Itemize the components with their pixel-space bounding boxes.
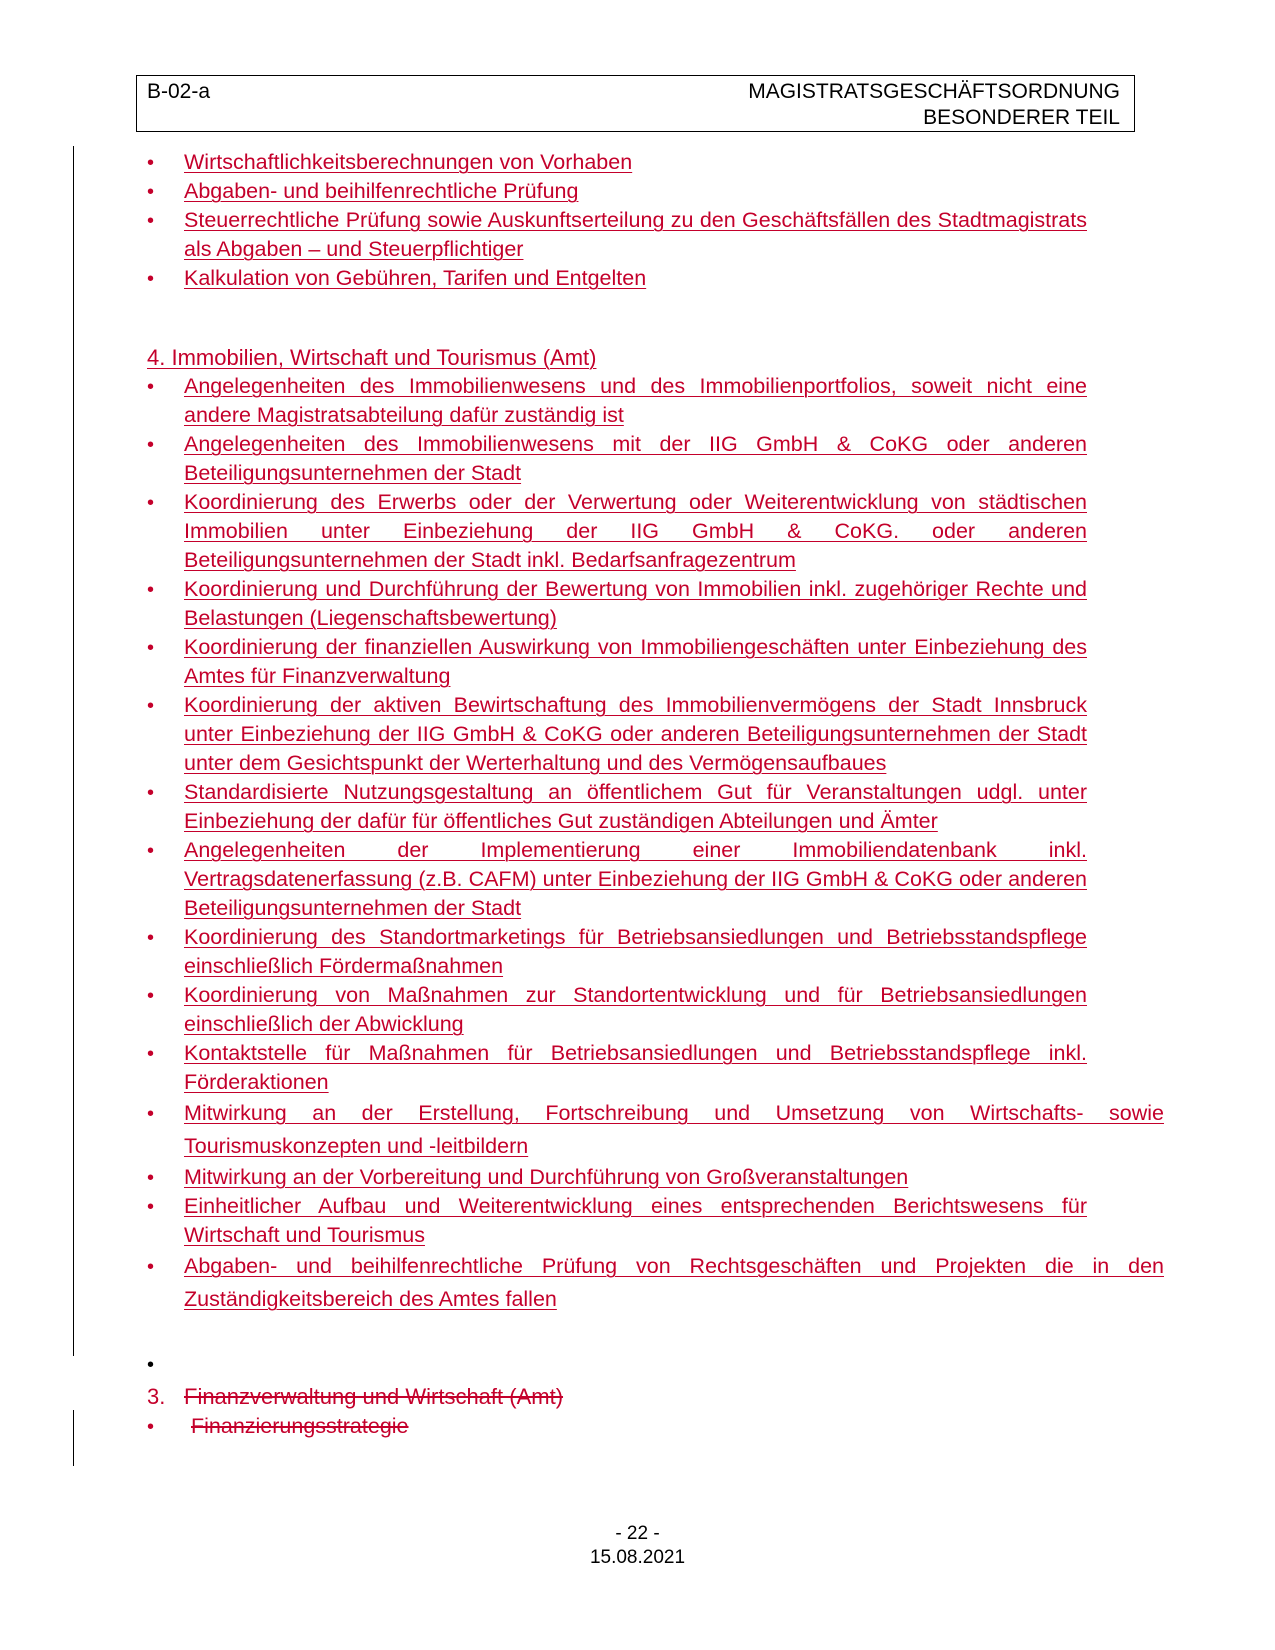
list-item-text: Angelegenheiten des Immobilienwesens mit der IIG GmbH & CoKG oder anderen Beteiligungsunternehmen der Stadt bbox=[184, 432, 1087, 485]
bullet-icon bbox=[147, 575, 184, 605]
list-item bbox=[147, 1250, 1164, 1316]
bullet-icon bbox=[147, 836, 184, 866]
list-item bbox=[147, 923, 1087, 981]
list-item bbox=[147, 836, 1087, 923]
bullet-icon bbox=[147, 1097, 184, 1131]
list-item bbox=[147, 372, 1087, 430]
bullet-icon bbox=[147, 206, 184, 236]
list-item bbox=[147, 1163, 1087, 1192]
list-item bbox=[147, 1097, 1164, 1163]
list-item bbox=[147, 575, 1087, 633]
bullet-icon bbox=[147, 1250, 184, 1284]
list-item bbox=[147, 148, 1087, 177]
list-item bbox=[147, 177, 1087, 206]
deleted-list-item-text: Finanzierungsstrategie bbox=[191, 1414, 409, 1438]
list-item-text: Koordinierung des Standortmarketings für Betriebsansiedlungen und Betriebsstandspflege einschließlich Fördermaßnahmen bbox=[184, 925, 1087, 978]
deleted-list-item bbox=[147, 1412, 1087, 1441]
list-item-text: Kalkulation von Gebühren, Tarifen und Entgelten bbox=[184, 266, 647, 290]
bullet-icon bbox=[147, 1039, 184, 1069]
list-item-text: Kontaktstelle für Maßnahmen für Betriebsansiedlungen und Betriebsstandspflege inkl. Förderaktionen bbox=[184, 1041, 1087, 1094]
bullet-icon bbox=[147, 778, 184, 808]
deleted-section-heading bbox=[147, 1382, 1087, 1412]
bullet-icon bbox=[147, 1192, 184, 1222]
list-item bbox=[147, 691, 1087, 778]
list-item-text: Steuerrechtliche Prüfung sowie Auskunftserteilung zu den Geschäftsfällen des Stadtmagistrats als Abgaben – und Steuerpflichtiger bbox=[184, 208, 1087, 261]
list-item-text: Abgaben- und beihilfenrechtliche Prüfung von Rechtsgeschäften und Projekten die in den Zuständigkeitsbereich des Amtes fallen bbox=[184, 1254, 1164, 1311]
bullet-icon bbox=[147, 691, 184, 721]
list-item bbox=[147, 264, 1087, 293]
page-number: - 22 - bbox=[615, 1523, 660, 1544]
page-footer bbox=[0, 1522, 1275, 1570]
list-item-text: Einheitlicher Aufbau und Weiterentwicklung eines entsprechenden Berichtswesens für Wirtschaft und Tourismus bbox=[184, 1194, 1087, 1247]
bullet-icon bbox=[147, 923, 184, 953]
bullet-icon bbox=[147, 372, 184, 402]
bullet-icon bbox=[147, 1412, 184, 1442]
footer-date: 15.08.2021 bbox=[589, 1547, 686, 1568]
list-item-text: Koordinierung des Erwerbs oder der Verwertung oder Weiterentwicklung von städtischen Immobilien unter Einbeziehung der IIG GmbH & CoKG. oder anderen Beteiligungsunternehmen der Stadt inkl. Bedarfsanfragezentrum bbox=[184, 490, 1087, 572]
list-item bbox=[147, 981, 1087, 1039]
empty-bullet-icon bbox=[147, 1346, 1087, 1382]
bullet-icon bbox=[147, 488, 184, 518]
document-title-line-1: MAGISTRATSGESCHÄFTSORDNUNG bbox=[748, 80, 1120, 103]
list-item bbox=[147, 206, 1087, 264]
section-heading bbox=[147, 343, 1087, 372]
list-item-text: Mitwirkung an der Erstellung, Fortschreibung und Umsetzung von Wirtschafts- sowie Tourismuskonzepten und -leitbildern bbox=[184, 1101, 1164, 1158]
bullet-icon bbox=[147, 177, 184, 207]
list-item bbox=[147, 1192, 1087, 1250]
list-item bbox=[147, 488, 1087, 575]
list-item-text: Standardisierte Nutzungsgestaltung an öffentlichem Gut für Veranstaltungen udgl. unter Einbeziehung der dafür für öffentliches Gut zuständigen Abteilungen und Ämter bbox=[184, 780, 1087, 833]
bullet-icon bbox=[147, 981, 184, 1011]
list-item-text: Wirtschaftlichkeitsberechnungen von Vorhaben bbox=[184, 150, 633, 174]
bullet-icon bbox=[147, 264, 184, 294]
section-heading-text: 4. Immobilien, Wirtschaft und Tourismus (Amt) bbox=[147, 345, 597, 370]
document-title-line-2: BESONDERER TEIL bbox=[923, 106, 1120, 129]
list-item-text: Koordinierung der finanziellen Auswirkung von Immobiliengeschäften unter Einbeziehung des Amtes für Finanzverwaltung bbox=[184, 635, 1087, 688]
page-header bbox=[136, 75, 1135, 132]
list-item bbox=[147, 633, 1087, 691]
page-body bbox=[147, 148, 1164, 1441]
bullet-icon bbox=[147, 148, 184, 178]
change-bar-lower bbox=[73, 1410, 74, 1466]
list-item bbox=[147, 430, 1087, 488]
deleted-section-number: 3. bbox=[147, 1384, 166, 1409]
document-title bbox=[748, 79, 1120, 131]
bullet-icon bbox=[147, 633, 184, 663]
list-item bbox=[147, 778, 1087, 836]
list-item-text: Koordinierung von Maßnahmen zur Standortentwicklung und für Betriebsansiedlungen einschließlich der Abwicklung bbox=[184, 983, 1087, 1036]
change-bar-upper bbox=[73, 146, 74, 1356]
list-item bbox=[147, 1039, 1087, 1097]
list-item-text: Mitwirkung an der Vorbereitung und Durchführung von Großveranstaltungen bbox=[184, 1165, 909, 1189]
list-item-text: Koordinierung der aktiven Bewirtschaftung des Immobilienvermögens der Stadt Innsbruck unter Einbeziehung der IIG GmbH & CoKG oder anderen Beteiligungsunternehmen der Stadt unter dem Gesichtspunkt der Werterhaltung und des Vermögensaufbaues bbox=[184, 693, 1087, 775]
list-item-text: Angelegenheiten der Implementierung einer Immobiliendatenbank inkl. Vertragsdatenerfassung (z.B. CAFM) unter Einbeziehung der IIG GmbH & CoKG oder anderen Beteiligungsunternehmen der Stadt bbox=[184, 838, 1087, 920]
list-item-text: Koordinierung und Durchführung der Bewertung von Immobilien inkl. zugehöriger Rechte und Belastungen (Liegenschaftsbewertung) bbox=[184, 577, 1087, 630]
list-item-text: Abgaben- und beihilfenrechtliche Prüfung bbox=[184, 179, 579, 203]
list-item-text: Angelegenheiten des Immobilienwesens und des Immobilienportfolios, soweit nicht eine andere Magistratsabteilung dafür zuständig ist bbox=[184, 374, 1087, 427]
deleted-section-title: Finanzverwaltung und Wirtschaft (Amt) bbox=[184, 1384, 564, 1409]
document-id: B-02-a bbox=[147, 80, 211, 103]
bullet-icon bbox=[147, 430, 184, 460]
bullet-icon bbox=[147, 1163, 184, 1193]
